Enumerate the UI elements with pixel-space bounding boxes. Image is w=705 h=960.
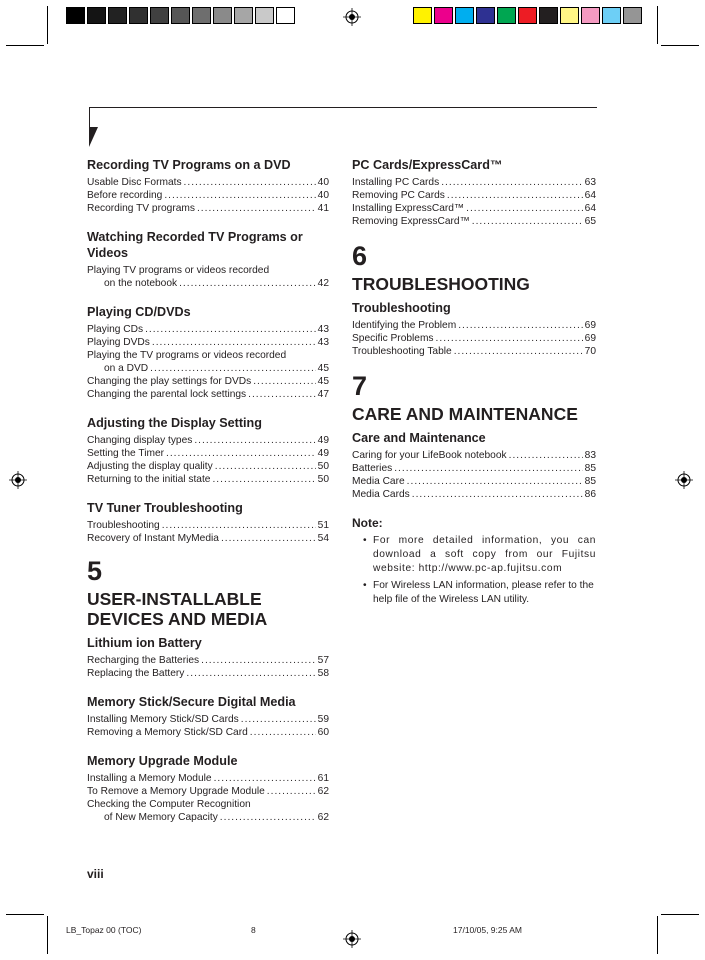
toc-entry — [352, 189, 596, 202]
section-title: Troubleshooting — [352, 301, 451, 315]
toc-entry-text: on a DVD — [104, 363, 149, 374]
toc-page-number: 45 — [317, 376, 329, 387]
toc-entry-text: Changing the play settings for DVDs — [87, 376, 252, 387]
toc-entry — [87, 434, 329, 447]
toc-entry-text: Specific Problems — [352, 333, 434, 344]
toc-entry-text: Installing a Memory Module — [87, 773, 212, 784]
toc-entry-text: Removing a Memory Stick/SD Card — [87, 727, 248, 738]
leader-dots — [214, 772, 316, 785]
toc-page-number: 64 — [584, 190, 596, 201]
toc-section — [87, 500, 329, 545]
section-title: Playing CD/DVDs — [87, 305, 191, 319]
toc-entry-text: Installing PC Cards — [352, 177, 440, 188]
color-swatch — [539, 7, 558, 24]
toc-page-number: 45 — [317, 363, 329, 374]
toc-entry-text: on the notebook — [104, 278, 178, 289]
toc-page-number: 64 — [584, 203, 596, 214]
toc-entry-text: Caring for your LifeBook notebook — [352, 450, 507, 461]
color-swatch — [434, 7, 453, 24]
toc-entry — [87, 473, 329, 486]
leader-dots — [215, 460, 316, 473]
toc-right-column — [352, 157, 596, 610]
toc-sections — [352, 430, 596, 501]
toc-page-number: 63 — [584, 177, 596, 188]
leader-dots — [184, 176, 316, 189]
chapter-number: 6 — [352, 241, 368, 271]
color-swatch — [413, 7, 432, 24]
chapter-title: USER-INSTALLABLE DEVICES AND MEDIA — [87, 589, 268, 629]
chapter-title: TROUBLESHOOTING — [352, 274, 530, 294]
leader-dots — [436, 332, 583, 345]
color-swatch — [255, 7, 274, 24]
leader-dots — [466, 202, 583, 215]
toc-entry — [87, 447, 329, 460]
chapter-number: 7 — [352, 371, 368, 401]
toc-entry-text: Batteries — [352, 463, 393, 474]
toc-entry — [87, 375, 329, 388]
toc-entry — [87, 713, 329, 726]
section-title: TV Tuner Troubleshooting — [87, 501, 243, 515]
toc-page-number: 43 — [317, 337, 329, 348]
leader-dots — [150, 362, 315, 375]
color-swatch — [476, 7, 495, 24]
toc-entry — [87, 388, 329, 401]
color-swatch — [623, 7, 642, 24]
color-swatch — [66, 7, 85, 24]
color-swatch — [602, 7, 621, 24]
toc-entry-text: Playing DVDs — [87, 337, 150, 348]
toc-entry-text: Playing CDs — [87, 324, 144, 335]
toc-entry-text: Troubleshooting — [87, 520, 160, 531]
color-swatch — [581, 7, 600, 24]
toc-section — [87, 229, 329, 290]
toc-entry-text: Removing ExpressCard™ — [352, 216, 470, 227]
leader-dots — [250, 726, 316, 739]
toc-page-number: 49 — [317, 448, 329, 459]
toc-page-number: 69 — [584, 320, 596, 331]
toc-page-number: 86 — [584, 489, 596, 500]
header-rule — [89, 107, 597, 108]
toc-entry-text: Setting the Timer — [87, 448, 165, 459]
registration-mark-icon — [9, 471, 27, 489]
toc-entry — [352, 345, 596, 358]
section-title: Adjusting the Display Setting — [87, 416, 262, 430]
toc-page-number: 43 — [317, 324, 329, 335]
toc-entry-text: Installing Memory Stick/SD Cards — [87, 714, 239, 725]
toc-page-number: 57 — [317, 655, 329, 666]
color-swatch — [518, 7, 537, 24]
leader-dots — [162, 519, 316, 532]
section-title: Memory Upgrade Module — [87, 754, 238, 768]
toc-entry — [87, 189, 329, 202]
toc-page-number: 70 — [584, 346, 596, 357]
color-swatch — [560, 7, 579, 24]
color-swatch — [234, 7, 253, 24]
toc-page-number: 85 — [584, 476, 596, 487]
leader-dots — [201, 654, 316, 667]
slug-page: 8 — [251, 925, 256, 935]
toc-entry-text: of New Memory Capacity — [104, 812, 218, 823]
toc-page-number: 54 — [317, 533, 329, 544]
toc-page-number: 50 — [317, 474, 329, 485]
leader-dots — [197, 202, 316, 215]
toc-entry — [352, 176, 596, 189]
registration-mark-icon — [343, 930, 361, 948]
toc-entry-text: Media Cards — [352, 489, 410, 500]
toc-entry-text: Adjusting the display quality — [87, 461, 213, 472]
toc-entry — [87, 532, 329, 545]
toc-entry — [87, 785, 329, 798]
registration-mark-icon — [675, 471, 693, 489]
toc-entry — [87, 519, 329, 532]
leader-dots — [447, 189, 583, 202]
toc-sections — [87, 157, 329, 545]
toc-page-number: 69 — [584, 333, 596, 344]
leader-dots — [458, 319, 582, 332]
toc-entry — [87, 811, 329, 824]
leader-dots — [194, 434, 315, 447]
toc-entry-text: Returning to the initial state — [87, 474, 211, 485]
section-title: Recording TV Programs on a DVD — [87, 158, 291, 172]
color-swatch — [276, 7, 295, 24]
leader-dots — [166, 447, 316, 460]
note-text: For Wireless LAN information, please refer to the help file of the Wireless LAN utility. — [373, 580, 594, 605]
leader-dots — [412, 488, 583, 501]
toc-entry — [352, 215, 596, 228]
toc-entry-text: To Remove a Memory Upgrade Module — [87, 786, 265, 797]
leader-dots — [253, 375, 315, 388]
toc-entry — [352, 475, 596, 488]
toc-entry — [87, 336, 329, 349]
color-swatch — [192, 7, 211, 24]
toc-entry-text: Playing TV programs or videos recorded — [87, 265, 270, 276]
toc-entry — [87, 323, 329, 336]
toc-entry-text: Before recording — [87, 190, 163, 201]
toc-page-number: 65 — [584, 216, 596, 227]
color-swatch — [150, 7, 169, 24]
toc-page-number: 42 — [317, 278, 329, 289]
registration-mark-icon — [343, 8, 361, 26]
toc-page-number: 60 — [317, 727, 329, 738]
process-color-bar — [413, 7, 644, 24]
toc-entry — [87, 460, 329, 473]
toc-entry — [87, 176, 329, 189]
toc-page-number: 61 — [317, 773, 329, 784]
chapter-7 — [352, 372, 596, 501]
leader-dots — [509, 449, 583, 462]
section-title: Lithium ion Battery — [87, 636, 202, 650]
page-number: viii — [87, 867, 104, 881]
toc-page-number: 40 — [317, 177, 329, 188]
toc-entry — [352, 462, 596, 475]
slug-timestamp: 17/10/05, 9:25 AM — [453, 925, 522, 935]
header-wedge — [89, 127, 98, 147]
color-swatch — [171, 7, 190, 24]
toc-section — [87, 415, 329, 486]
leader-dots — [407, 475, 583, 488]
toc-sections — [352, 157, 596, 228]
color-swatch — [129, 7, 148, 24]
note-box — [352, 515, 596, 607]
toc-page-number: 41 — [317, 203, 329, 214]
toc-page-number: 49 — [317, 435, 329, 446]
toc-entry-text: Checking the Computer Recognition — [87, 799, 251, 810]
leader-dots — [248, 388, 316, 401]
color-swatch — [455, 7, 474, 24]
note-item — [352, 534, 596, 576]
leader-dots — [164, 189, 315, 202]
toc-page-number: 47 — [317, 389, 329, 400]
toc-page-number: 50 — [317, 461, 329, 472]
toc-left-column — [87, 157, 329, 838]
color-swatch — [497, 7, 516, 24]
toc-entry — [87, 362, 329, 375]
toc-entry — [87, 772, 329, 785]
toc-page-number: 59 — [317, 714, 329, 725]
color-swatch — [213, 7, 232, 24]
leader-dots — [394, 462, 582, 475]
toc-section — [87, 304, 329, 401]
toc-entry-text: Identifying the Problem — [352, 320, 457, 331]
chapter-number: 5 — [87, 556, 103, 586]
toc-entry — [87, 654, 329, 667]
toc-section — [87, 694, 329, 739]
chapter-5 — [87, 557, 329, 629]
toc-section — [87, 753, 329, 824]
toc-entry-text: Removing PC Cards — [352, 190, 445, 201]
color-swatch — [87, 7, 106, 24]
note-item — [352, 579, 596, 607]
leader-dots — [212, 473, 315, 486]
chapter-6 — [352, 242, 596, 358]
toc-entry-text: Installing ExpressCard™ — [352, 203, 465, 214]
toc-sections — [87, 635, 329, 824]
toc-entry — [352, 319, 596, 332]
toc-entry-text: Recording TV programs — [87, 203, 195, 214]
toc-section — [352, 300, 596, 358]
toc-entry — [87, 277, 329, 290]
bullet-icon: • — [363, 535, 367, 546]
grayscale-color-bar — [66, 7, 297, 24]
toc-section — [87, 635, 329, 680]
toc-entry — [352, 202, 596, 215]
toc-page-number: 83 — [584, 450, 596, 461]
toc-entry — [87, 667, 329, 680]
toc-section — [352, 430, 596, 501]
color-swatch — [108, 7, 127, 24]
chapter-title: CARE AND MAINTENANCE — [352, 404, 578, 424]
toc-entry — [352, 488, 596, 501]
section-title: Watching Recorded TV Programs or Videos — [87, 230, 303, 260]
leader-dots — [145, 323, 316, 336]
section-title: Care and Maintenance — [352, 431, 486, 445]
leader-dots — [152, 336, 316, 349]
leader-dots — [454, 345, 583, 358]
toc-page-number: 58 — [317, 668, 329, 679]
leader-dots — [241, 713, 316, 726]
toc-entry — [352, 449, 596, 462]
leader-dots — [220, 811, 316, 824]
slug-filename: LB_Topaz 00 (TOC) — [66, 925, 142, 935]
toc-entry — [352, 332, 596, 345]
toc-sections — [352, 300, 596, 358]
toc-entry-text: Recharging the Batteries — [87, 655, 200, 666]
toc-entry-text: Playing the TV programs or videos recorded — [87, 350, 287, 361]
toc-page-number: 40 — [317, 190, 329, 201]
leader-dots — [441, 176, 582, 189]
note-title: Note: — [352, 516, 383, 530]
leader-dots — [186, 667, 315, 680]
toc-page-number: 62 — [317, 786, 329, 797]
toc-page-number: 85 — [584, 463, 596, 474]
section-title: Memory Stick/Secure Digital Media — [87, 695, 296, 709]
toc-entry-text: Troubleshooting Table — [352, 346, 452, 357]
leader-dots — [267, 785, 316, 798]
toc-section — [87, 157, 329, 215]
toc-page-number: 62 — [317, 812, 329, 823]
leader-dots — [472, 215, 583, 228]
toc-entry — [87, 202, 329, 215]
header-rule-vertical — [89, 107, 90, 127]
toc-entry-text: Recovery of Instant MyMedia — [87, 533, 219, 544]
toc-entry — [87, 726, 329, 739]
toc-section — [352, 157, 596, 228]
leader-dots — [221, 532, 316, 545]
toc-entry-text: Changing display types — [87, 435, 193, 446]
leader-dots — [179, 277, 316, 290]
note-text: For more detailed information, you can download a soft copy from our Fujitsu website: http://www.pc-ap.fujitsu.com — [373, 535, 596, 574]
toc-entry-text: Replacing the Battery — [87, 668, 185, 679]
bullet-icon: • — [363, 580, 367, 591]
toc-entry-text: Media Care — [352, 476, 405, 487]
toc-entry-text: Changing the parental lock settings — [87, 389, 247, 400]
toc-entry-text: Usable Disc Formats — [87, 177, 182, 188]
section-title: PC Cards/ExpressCard™ — [352, 158, 503, 172]
toc-page-number: 51 — [317, 520, 329, 531]
